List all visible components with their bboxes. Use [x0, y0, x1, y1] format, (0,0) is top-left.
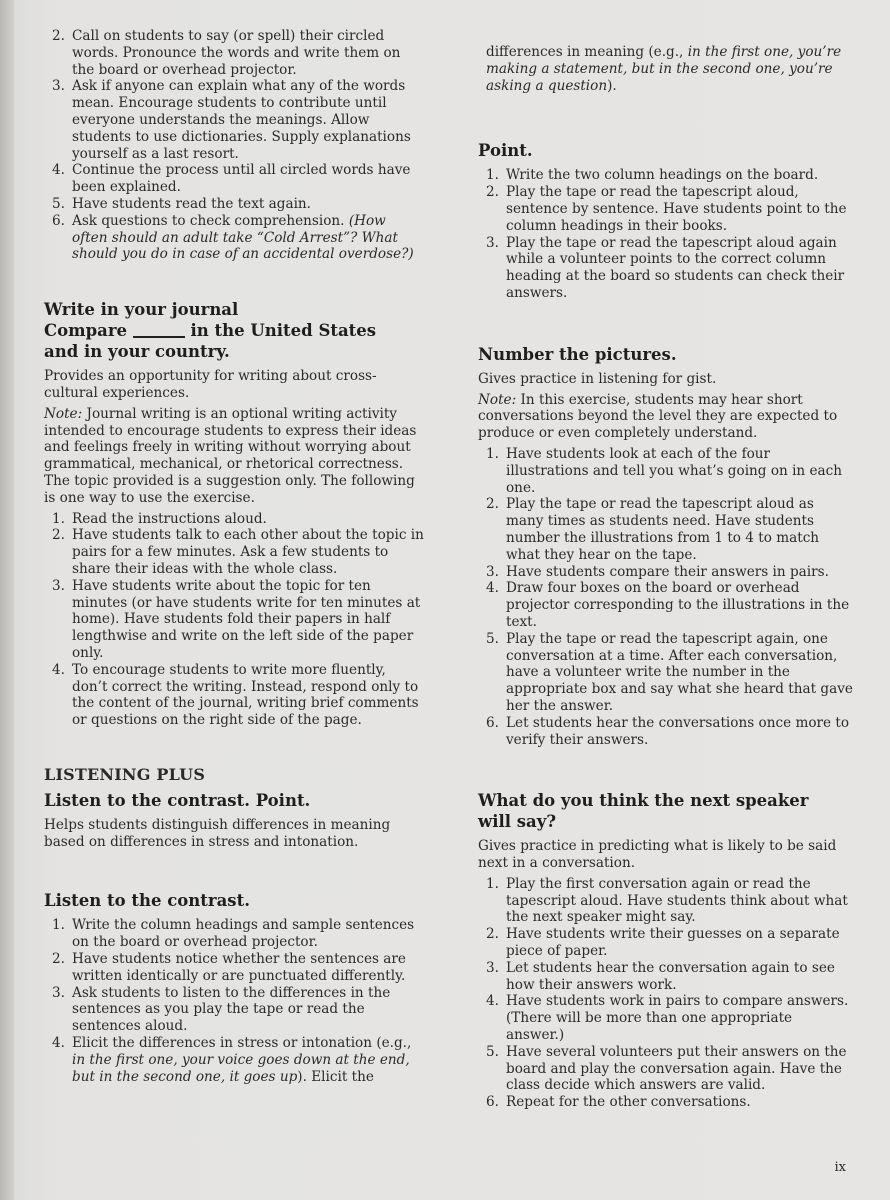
point-title: Point.: [478, 141, 533, 161]
continuation-text: differences in meaning (e.g., in the first one, you’re making a statement, but in the second one, you’re asking a question).: [486, 44, 842, 94]
list-item: 6. Repeat for the other conversations.: [486, 1094, 751, 1111]
right-column: [478, 44, 854, 1111]
journal-title: Write in your journal Compare in the United States and in your country.: [44, 300, 377, 362]
listening-plus-title: Listen to the contrast. Point.: [44, 790, 311, 810]
journal-section: [44, 299, 424, 729]
number-pictures-list: [478, 446, 854, 748]
list-item: 3. Play the tape or read the tapescript aloud again while a volunteer points to the correct column heading at the board so students can check their answers.: [486, 234, 845, 301]
point-section: [478, 140, 854, 301]
list-item: 1. Read the instructions aloud.: [52, 510, 267, 527]
list-item: 1. Play the first conversation again or read the tapescript aloud. Have students think about what the next speaker might say.: [486, 875, 848, 926]
number-pictures-section: [478, 344, 854, 749]
list-item: 2. Play the tape or read the tapescript aloud, sentence by sentence. Have students point to the column headings in their books.: [486, 184, 847, 234]
left-column: [44, 28, 424, 1085]
number-pictures-note: Note: In this exercise, students may hear short conversations beyond the level they are expected to produce or even completely understand.: [478, 391, 838, 442]
list-item: 3. Ask students to listen to the differences in the sentences as you play the tape or read the sentences aloud.: [52, 984, 391, 1035]
contrast-title: Listen to the contrast.: [44, 891, 250, 911]
list-item: 2. Play the tape or read the tapescript aloud as many times as students need. Have students number the illustrations from 1 to 4 to match what they hear on the tape.: [486, 496, 820, 563]
page-number: ix: [834, 1160, 846, 1175]
next-speaker-desc: Gives practice in predicting what is likely to be said next in a conversation.: [478, 838, 837, 872]
listening-plus-section: [44, 765, 424, 851]
list-item: 2. Have students notice whether the sentences are written identically or are punctuated differently.: [52, 951, 406, 984]
list-item: 4. Continue the process until all circled words have been explained.: [52, 162, 411, 196]
listening-plus-heading: LISTENING PLUS: [44, 764, 206, 784]
blank-line: [133, 322, 185, 338]
number-pictures-title: Number the pictures.: [478, 344, 677, 364]
list-item: 4. To encourage students to write more fluently, don’t correct the writing. Instead, respond only to the content of the journal, writing brief comments or questions on the right side of the page.: [52, 661, 419, 729]
list-item: 1. Write the two column headings on the board.: [486, 167, 819, 184]
list-item: 4. Have students work in pairs to compare answers. (There will be more than one appropriate answer.): [486, 993, 849, 1044]
journal-note: Note: Journal writing is an optional writing activity intended to encourage students to express their ideas and feelings freely in writing without worrying about grammatical, mechanical, or rhetorical correctness. The topic provided is a suggestion only. The following is one way to use the exercise.: [44, 405, 417, 506]
contrast-section: [44, 890, 424, 1085]
list-item: 3. Have students write about the topic for ten minutes (or have students write for ten minutes at home). Have students fold their papers in half lengthwise and write on the left side of the paper only.: [52, 577, 421, 661]
list-item: 3. Let students hear the conversation again to see how their answers work.: [486, 959, 835, 993]
journal-list: [44, 511, 424, 729]
list-item: 4. Elicit the differences in stress or intonation (e.g., in the first one, your voice goes down at the end, but in the second one, it goes up). Elicit the: [52, 1035, 412, 1085]
list-item: 5. Have students read the text again.: [52, 195, 312, 212]
next-speaker-title: What do you think the next speaker will say?: [478, 791, 809, 832]
list-item: 5. Play the tape or read the tapescript again, one conversation at a time. After each conversation, have a volunteer write the number in the appropriate box and say what she heard that gave her the answer.: [486, 630, 853, 714]
list-item: 2. Call on students to say (or spell) their circled words. Pronounce the words and write them on the board or overhead projector.: [52, 28, 401, 78]
list-item: 5. Have several volunteers put their answers on the board and play the conversation again. Have the class decide which answers are valid.: [486, 1043, 847, 1094]
list-item: 6. Let students hear the conversations once more to verify their answers.: [486, 714, 850, 748]
list-item: 4. Draw four boxes on the board or overhead projector corresponding to the illustrations in the text.: [486, 580, 850, 630]
list-item: 1. Write the column headings and sample sentences on the board or overhead projector.: [52, 917, 415, 951]
list-item: 6. Ask questions to check comprehension. (How often should an adult take “Cold Arrest”? What should you do in case of an accidental overdose?): [52, 212, 414, 263]
next-speaker-list: [478, 876, 854, 1111]
intro-list: [44, 28, 424, 263]
list-item: 3. Have students compare their answers in pairs.: [486, 563, 829, 580]
list-item: 2. Have students talk to each other about the topic in pairs for a few minutes. Ask a few students to share their ideas with the whole class.: [52, 527, 424, 577]
journal-desc: Provides an opportunity for writing about cross-cultural experiences.: [44, 368, 377, 401]
number-pictures-desc: Gives practice in listening for gist.: [478, 370, 717, 387]
facing-page-edge: [0, 0, 14, 1200]
point-list: [478, 167, 854, 301]
list-item: 3. Ask if anyone can explain what any of the words mean. Encourage students to contribute until everyone understands the meanings. Allow students to use dictionaries. Supply explanations yourself as a last resort.: [52, 78, 411, 162]
list-item: 2. Have students write their guesses on a separate piece of paper.: [486, 926, 840, 960]
next-speaker-section: [478, 790, 854, 1111]
listening-plus-desc: Helps students distinguish differences in meaning based on differences in stress and intonation.: [44, 816, 391, 850]
contrast-list: [44, 917, 424, 1085]
list-item: 1. Have students look at each of the four illustrations and tell you what’s going on in each one.: [486, 445, 843, 496]
